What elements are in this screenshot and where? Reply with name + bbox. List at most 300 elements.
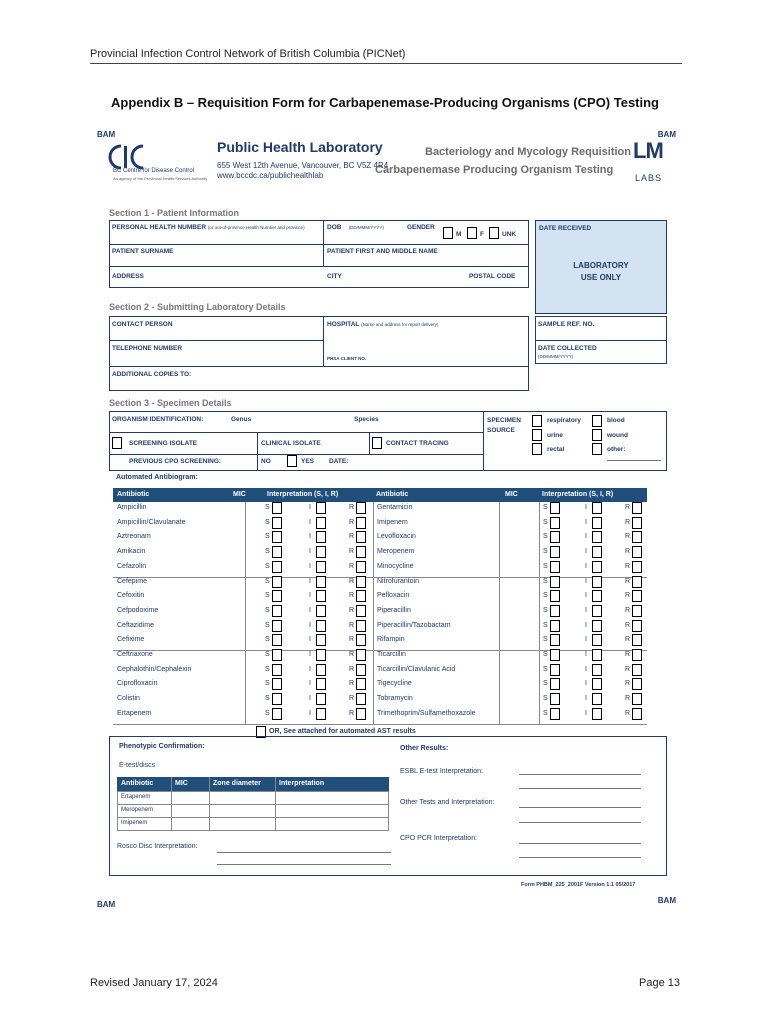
antibiotic-left-12: Ciprofloxacin <box>117 680 158 688</box>
src-rectal-checkbox[interactable] <box>532 443 542 455</box>
hospital-label: HOSPITAL (Name and address for report delivery) <box>327 321 439 328</box>
interp-s-label: S <box>265 592 270 600</box>
interp-i-checkbox[interactable] <box>316 502 326 514</box>
src-other-line[interactable] <box>607 460 661 461</box>
phl-website: www.bccdc.ca/publichealthlab <box>217 171 324 180</box>
etest-label: E-test/discs <box>119 762 156 769</box>
interp-s-checkbox[interactable] <box>272 561 282 573</box>
interp-i-checkbox[interactable] <box>316 693 326 705</box>
interp-s-checkbox[interactable] <box>272 649 282 661</box>
interp-s-checkbox[interactable] <box>272 590 282 602</box>
antibiotic-left-7: Cefpodoxime <box>117 606 159 614</box>
interp-s-checkbox[interactable] <box>272 620 282 632</box>
interp-r-checkbox[interactable] <box>356 664 366 676</box>
see-attached-label: OR, See attached for automated AST results <box>269 728 416 735</box>
interp-i-checkbox[interactable] <box>592 678 602 690</box>
interp-r-checkbox[interactable] <box>356 517 366 529</box>
interp-r-label: R <box>625 562 631 570</box>
interp-r-label: R <box>349 636 355 644</box>
section2-title: Section 2 - Submitting Laboratory Details <box>109 302 286 312</box>
section3-title: Section 3 - Specimen Details <box>109 398 232 408</box>
interp-s-checkbox[interactable] <box>550 634 560 646</box>
phenotypic-body <box>117 791 389 831</box>
bam-mark-top-right: BAM <box>657 130 676 139</box>
interp-r-checkbox[interactable] <box>356 531 366 543</box>
interp-r-label: R <box>625 592 631 600</box>
interp-r-label: R <box>349 621 355 629</box>
src-wound-label: wound <box>607 432 628 439</box>
phenotypic-title: Phenotypic Confirmation: <box>119 743 205 750</box>
interp-s-label: S <box>543 709 548 717</box>
antibiotic-left-4: Cefazolin <box>117 562 147 570</box>
antibiotic-right-9: Rifampin <box>377 636 405 644</box>
interp-s-checkbox[interactable] <box>550 605 560 617</box>
interp-r-label: R <box>349 533 355 541</box>
interp-r-checkbox[interactable] <box>356 576 366 588</box>
interp-s-label: S <box>265 621 270 629</box>
interp-r-checkbox[interactable] <box>356 546 366 558</box>
esbl-line-1[interactable] <box>519 774 641 775</box>
postal-label: POSTAL CODE <box>469 273 516 280</box>
interp-r-checkbox[interactable] <box>632 708 642 720</box>
interp-i-checkbox[interactable] <box>592 502 602 514</box>
interp-r-checkbox[interactable] <box>632 561 642 573</box>
interp-s-checkbox[interactable] <box>550 693 560 705</box>
additional-copies-label: ADDITIONAL COPIES TO: <box>112 371 192 378</box>
interp-i-checkbox[interactable] <box>592 590 602 602</box>
antibiotic-right-12: Tigecycline <box>377 680 412 688</box>
city-label: CITY <box>327 273 342 280</box>
interp-r-checkbox[interactable] <box>632 546 642 558</box>
interp-i-label: I <box>309 621 311 629</box>
src-respiratory-label: respiratory <box>547 417 581 424</box>
interp-i-label: I <box>309 665 311 673</box>
interp-r-label: R <box>625 621 631 629</box>
interp-i-label: I <box>309 606 311 614</box>
other-tests-label: Other Tests and Interpretation: <box>400 799 495 806</box>
interp-r-checkbox[interactable] <box>356 590 366 602</box>
header-rule <box>90 63 682 64</box>
interp-i-label: I <box>585 548 587 556</box>
interp-r-checkbox[interactable] <box>356 693 366 705</box>
antibiogram-header <box>113 488 647 502</box>
interp-r-checkbox[interactable] <box>632 605 642 617</box>
interp-r-label: R <box>625 504 631 511</box>
interp-s-checkbox[interactable] <box>272 693 282 705</box>
gender-unk-label: UNK <box>502 231 517 238</box>
pheno-col-interp: Interpretation <box>279 780 325 787</box>
phl-address: 655 West 12th Avenue, Vancouver, BC V5Z 4R4 <box>217 161 389 170</box>
interp-s-checkbox[interactable] <box>550 517 560 529</box>
interp-i-checkbox[interactable] <box>592 693 602 705</box>
interp-s-checkbox[interactable] <box>550 546 560 558</box>
col-antibiotic-right: Antibiotic <box>376 491 409 498</box>
interp-i-checkbox[interactable] <box>592 576 602 588</box>
interp-s-checkbox[interactable] <box>272 546 282 558</box>
interp-s-label: S <box>543 518 548 526</box>
antibiotic-left-11: Cephalothin/Cephalexin <box>117 665 192 673</box>
sample-ref-label: SAMPLE REF. NO. <box>538 321 595 328</box>
other-tests-line-2[interactable] <box>519 822 641 823</box>
interp-i-label: I <box>309 636 311 644</box>
interp-i-checkbox[interactable] <box>592 649 602 661</box>
interp-s-checkbox[interactable] <box>272 708 282 720</box>
antibiotic-left-6: Cefoxitin <box>117 592 145 600</box>
screening-isolate-label: SCREENING ISOLATE <box>129 440 198 447</box>
interp-i-checkbox[interactable] <box>316 664 326 676</box>
interp-i-label: I <box>585 709 587 717</box>
interp-i-label: I <box>309 504 311 511</box>
interp-s-checkbox[interactable] <box>550 531 560 543</box>
antibiotic-right-1: Imipenem <box>377 518 408 526</box>
interp-r-label: R <box>625 709 631 717</box>
src-urine-label: urine <box>547 432 563 439</box>
antibiotic-right-6: Pefloxacin <box>377 592 410 600</box>
interp-s-label: S <box>265 636 270 644</box>
antibiotic-left-10: Ceftriaxone <box>117 651 153 658</box>
interp-i-checkbox[interactable] <box>592 634 602 646</box>
interp-i-checkbox[interactable] <box>316 546 326 558</box>
lab-use-box <box>535 220 667 314</box>
pcr-label: CPO PCR Interpretation: <box>400 835 478 842</box>
interp-i-label: I <box>585 695 587 703</box>
antibiotic-left-3: Amikacin <box>117 548 146 556</box>
interp-r-label: R <box>349 665 355 673</box>
interp-i-checkbox[interactable] <box>316 517 326 529</box>
interp-s-checkbox[interactable] <box>272 502 282 514</box>
interp-r-label: R <box>625 533 631 541</box>
interp-i-label: I <box>585 533 587 541</box>
date-collected-format: (DD/MMM/YYYY) <box>538 354 574 359</box>
gender-unk-checkbox[interactable] <box>489 227 499 239</box>
interp-i-label: I <box>585 651 587 658</box>
interp-r-checkbox[interactable] <box>356 649 366 661</box>
interp-s-checkbox[interactable] <box>272 634 282 646</box>
interp-s-label: S <box>265 504 270 511</box>
phenotypic-header <box>117 777 389 791</box>
col-interp-right: Interpretation (S, I, R) <box>542 491 614 498</box>
interp-i-checkbox[interactable] <box>592 664 602 676</box>
interp-i-checkbox[interactable] <box>592 605 602 617</box>
interp-s-checkbox[interactable] <box>272 605 282 617</box>
interp-s-label: S <box>543 665 548 673</box>
interp-s-label: S <box>543 577 548 585</box>
organism-id-label: ORGANISM IDENTIFICATION: <box>112 416 204 423</box>
interp-i-label: I <box>309 592 311 600</box>
antibiotic-left-2: Aztreonam <box>117 533 151 541</box>
gender-label: GENDER <box>407 224 435 231</box>
interp-i-checkbox[interactable] <box>316 590 326 602</box>
esbl-line-2[interactable] <box>519 788 641 789</box>
interp-s-checkbox[interactable] <box>272 664 282 676</box>
interp-r-checkbox[interactable] <box>632 678 642 690</box>
gender-m-checkbox[interactable] <box>443 227 453 239</box>
pheno-col-zone: Zone diameter <box>213 780 261 787</box>
interp-r-label: R <box>349 592 355 600</box>
interp-s-label: S <box>543 606 548 614</box>
contact-person-label: CONTACT PERSON <box>112 321 173 328</box>
pcr-line-1[interactable] <box>519 843 641 844</box>
interp-s-label: S <box>265 533 270 541</box>
interp-r-label: R <box>349 651 355 658</box>
interp-s-label: S <box>543 695 548 703</box>
pcr-line-2[interactable] <box>519 857 641 858</box>
interp-s-label: S <box>265 577 270 585</box>
rosco-label: Rosco Disc Interpretation: <box>117 843 198 850</box>
interp-r-label: R <box>625 577 631 585</box>
date-collected-label: DATE COLLECTED <box>538 345 597 352</box>
appendix-title: Appendix B – Requisition Form for Carbapenemase-Producing Organisms (CPO) Testing <box>111 95 659 110</box>
interp-s-checkbox[interactable] <box>550 664 560 676</box>
phl-title: Public Health Laboratory <box>217 139 383 155</box>
interp-i-checkbox[interactable] <box>592 546 602 558</box>
src-other-checkbox[interactable] <box>592 443 602 455</box>
specimen-source-label-1: SPECIMEN <box>487 417 521 424</box>
bam-mark-top-left: BAM <box>97 130 116 139</box>
interp-i-label: I <box>309 709 311 717</box>
interp-i-label: I <box>309 680 311 688</box>
pheno-row-imipenem: Imipenem <box>121 820 148 826</box>
interp-s-checkbox[interactable] <box>272 576 282 588</box>
surname-label: PATIENT SURNAME <box>112 248 174 255</box>
lab-use-line1: LABORATORY <box>573 261 629 270</box>
other-tests-line-1[interactable] <box>519 807 641 808</box>
interp-r-label: R <box>349 709 355 717</box>
interp-i-checkbox[interactable] <box>592 517 602 529</box>
interp-s-checkbox[interactable] <box>272 517 282 529</box>
species-label: Species <box>354 416 379 423</box>
src-respiratory-checkbox[interactable] <box>532 415 542 427</box>
interp-s-label: S <box>543 680 548 688</box>
interp-r-checkbox[interactable] <box>356 605 366 617</box>
interp-i-checkbox[interactable] <box>316 531 326 543</box>
requisition-title-1: Bacteriology and Mycology Requisition <box>425 146 631 158</box>
interp-s-label: S <box>543 533 548 541</box>
pheno-col-antibiotic: Antibiotic <box>121 780 154 787</box>
phn-label: PERSONAL HEALTH NUMBER (or out-of-province Health Number and province) <box>112 224 305 231</box>
col-mic-right: MIC <box>505 491 518 498</box>
interp-i-checkbox[interactable] <box>592 708 602 720</box>
interp-i-checkbox[interactable] <box>316 576 326 588</box>
interp-r-label: R <box>349 562 355 570</box>
interp-i-label: I <box>585 592 587 600</box>
pheno-row-meropenem: Meropenem <box>121 807 154 813</box>
antibiotic-left-9: Cefixime <box>117 636 145 644</box>
interp-i-checkbox[interactable] <box>316 678 326 690</box>
antibiotic-right-10: Ticarcillin <box>377 651 406 658</box>
interp-r-label: R <box>625 680 631 688</box>
antibiotic-right-3: Meropenem <box>377 548 415 556</box>
src-blood-label: blood <box>607 417 625 424</box>
interp-r-checkbox[interactable] <box>356 634 366 646</box>
antibiotic-right-7: Piperacillin <box>377 606 411 614</box>
requisition-form <box>95 128 680 910</box>
form-number: Form PHBM_225_2001F Version 1.1 05/2017 <box>521 882 636 888</box>
interp-i-label: I <box>585 577 587 585</box>
esbl-label: ESBL E-test Interpretation: <box>400 768 484 775</box>
date-received-label: DATE RECEIVED <box>539 225 592 232</box>
interp-s-checkbox[interactable] <box>550 649 560 661</box>
interp-r-checkbox[interactable] <box>632 649 642 661</box>
interp-r-label: R <box>625 651 631 658</box>
interp-i-checkbox[interactable] <box>316 708 326 720</box>
interp-s-checkbox[interactable] <box>550 678 560 690</box>
antibiotic-left-1: Ampicillin/Clavulanate <box>117 518 186 526</box>
src-urine-checkbox[interactable] <box>532 429 542 441</box>
antibiotic-right-13: Tobramycin <box>377 695 413 703</box>
interp-s-label: S <box>543 636 548 644</box>
interp-i-label: I <box>309 533 311 541</box>
interp-i-label: I <box>309 695 311 703</box>
interp-r-label: R <box>625 695 631 703</box>
interp-r-checkbox[interactable] <box>632 620 642 632</box>
interp-i-checkbox[interactable] <box>592 620 602 632</box>
interp-r-checkbox[interactable] <box>356 678 366 690</box>
interp-r-checkbox[interactable] <box>632 664 642 676</box>
interp-s-label: S <box>543 548 548 556</box>
interp-i-label: I <box>309 562 311 570</box>
interp-s-checkbox[interactable] <box>550 561 560 573</box>
interp-r-checkbox[interactable] <box>632 590 642 602</box>
antibiotic-left-8: Ceftazidime <box>117 621 154 629</box>
interp-i-checkbox[interactable] <box>316 649 326 661</box>
interp-i-checkbox[interactable] <box>316 620 326 632</box>
interp-s-label: S <box>265 695 270 703</box>
interp-i-checkbox[interactable] <box>316 634 326 646</box>
genus-label: Genus <box>231 416 252 423</box>
col-interp-left: Interpretation (S, I, R) <box>267 491 339 498</box>
interp-i-label: I <box>309 651 311 658</box>
other-results-title: Other Results: <box>400 745 449 752</box>
interp-s-label: S <box>543 562 548 570</box>
interp-i-checkbox[interactable] <box>316 561 326 573</box>
rosco-line-2[interactable] <box>217 864 391 865</box>
interp-r-checkbox[interactable] <box>356 708 366 720</box>
telephone-label: TELEPHONE NUMBER <box>112 345 183 352</box>
interp-s-checkbox[interactable] <box>550 576 560 588</box>
rosco-line-1[interactable] <box>217 852 391 853</box>
gender-f-checkbox[interactable] <box>467 227 477 239</box>
interp-s-label: S <box>265 665 270 673</box>
footer-revised: Revised January 17, 2024 <box>90 977 218 989</box>
gender-m-label: M <box>456 231 462 238</box>
antibiotic-left-0: Ampicillin <box>117 504 147 511</box>
specimen-source-label-2: SOURCE <box>487 427 515 434</box>
antibiotic-right-4: Minocycline <box>377 562 414 570</box>
interp-r-label: R <box>349 695 355 703</box>
interp-r-label: R <box>349 518 355 526</box>
contact-tracing-label: CONTACT TRACING <box>386 440 449 447</box>
antibiotic-right-14: Trimethoprim/Sulfamethoxazole <box>377 709 476 717</box>
interp-r-label: R <box>349 548 355 556</box>
interp-r-checkbox[interactable] <box>632 576 642 588</box>
antibiotic-right-0: Gentamicin <box>377 504 413 511</box>
prev-yes-checkbox[interactable] <box>287 455 297 467</box>
interp-r-checkbox[interactable] <box>632 502 642 514</box>
section1-title: Section 1 - Patient Information <box>109 208 240 218</box>
prev-no-label: NO <box>261 458 271 465</box>
antibiotic-right-8: Piperacillin/Tazobactam <box>377 621 451 629</box>
interp-r-checkbox[interactable] <box>356 620 366 632</box>
previous-cpo-label: PREVIOUS CPO SCREENING: <box>129 458 222 465</box>
interp-s-label: S <box>543 651 548 658</box>
interp-i-label: I <box>585 562 587 570</box>
clinical-isolate-label: CLINICAL ISOLATE <box>261 440 321 447</box>
interp-r-checkbox[interactable] <box>356 561 366 573</box>
page-header: Provincial Infection Control Network of British Columbia (PICNet) <box>90 48 406 60</box>
interp-r-checkbox[interactable] <box>632 634 642 646</box>
lab-use-line2: USE ONLY <box>580 273 622 282</box>
src-wound-checkbox[interactable] <box>592 429 602 441</box>
requisition-title-2: Carbapenemase Producing Organism Testing <box>375 164 614 176</box>
interp-i-label: I <box>585 621 587 629</box>
interp-i-checkbox[interactable] <box>592 531 602 543</box>
interp-i-label: I <box>309 548 311 556</box>
gender-f-label: F <box>480 231 484 238</box>
interp-s-label: S <box>265 548 270 556</box>
interp-r-checkbox[interactable] <box>632 517 642 529</box>
lm-logo: LM <box>633 138 663 163</box>
src-other-label: other: <box>607 446 626 453</box>
interp-r-checkbox[interactable] <box>632 693 642 705</box>
interp-s-checkbox[interactable] <box>272 678 282 690</box>
interp-i-checkbox[interactable] <box>316 605 326 617</box>
interp-s-label: S <box>265 680 270 688</box>
interp-i-checkbox[interactable] <box>592 561 602 573</box>
interp-r-label: R <box>625 665 631 673</box>
col-mic-left: MIC <box>233 491 246 498</box>
bccdc-subtitle: An agency of the Provincial Health Services Authority <box>113 176 208 181</box>
interp-r-label: R <box>625 636 631 644</box>
interp-i-label: I <box>585 665 587 673</box>
antibiotic-left-14: Ertapenem <box>117 709 152 717</box>
interp-s-checkbox[interactable] <box>550 708 560 720</box>
src-rectal-label: rectal <box>547 446 565 453</box>
interp-s-label: S <box>543 504 548 511</box>
screening-isolate-checkbox[interactable] <box>112 437 122 449</box>
first-name-label: PATIENT FIRST AND MIDDLE NAME <box>327 248 438 255</box>
interp-s-label: S <box>265 709 270 717</box>
interp-s-checkbox[interactable] <box>550 620 560 632</box>
antibiotic-right-11: Ticarcillin/Clavulanic Acid <box>377 665 456 673</box>
interp-r-label: R <box>625 548 631 556</box>
src-blood-checkbox[interactable] <box>592 415 602 427</box>
prev-yes-label: YES <box>301 458 315 465</box>
interp-s-checkbox[interactable] <box>550 502 560 514</box>
interp-r-label: R <box>349 577 355 585</box>
interp-s-label: S <box>265 651 270 658</box>
interp-r-label: R <box>625 518 631 526</box>
interp-i-label: I <box>309 577 311 585</box>
interp-i-label: I <box>309 518 311 526</box>
interp-s-checkbox[interactable] <box>272 531 282 543</box>
interp-r-checkbox[interactable] <box>356 502 366 514</box>
interp-i-label: I <box>585 636 587 644</box>
interp-r-checkbox[interactable] <box>632 531 642 543</box>
contact-tracing-checkbox[interactable] <box>372 437 382 449</box>
address-label: ADDRESS <box>112 273 144 280</box>
interp-r-label: R <box>349 504 355 511</box>
bccdc-name: BC Centre for Disease Control <box>113 168 195 174</box>
antibiogram-title: Automated Antibiogram: <box>116 474 198 481</box>
interp-r-label: R <box>349 680 355 688</box>
interp-s-label: S <box>265 606 270 614</box>
antibiotic-right-5: Nitrofurantoin <box>377 577 420 585</box>
interp-i-label: I <box>585 518 587 526</box>
interp-s-checkbox[interactable] <box>550 590 560 602</box>
interp-r-label: R <box>625 606 631 614</box>
antibiotic-left-13: Colistin <box>117 695 140 703</box>
